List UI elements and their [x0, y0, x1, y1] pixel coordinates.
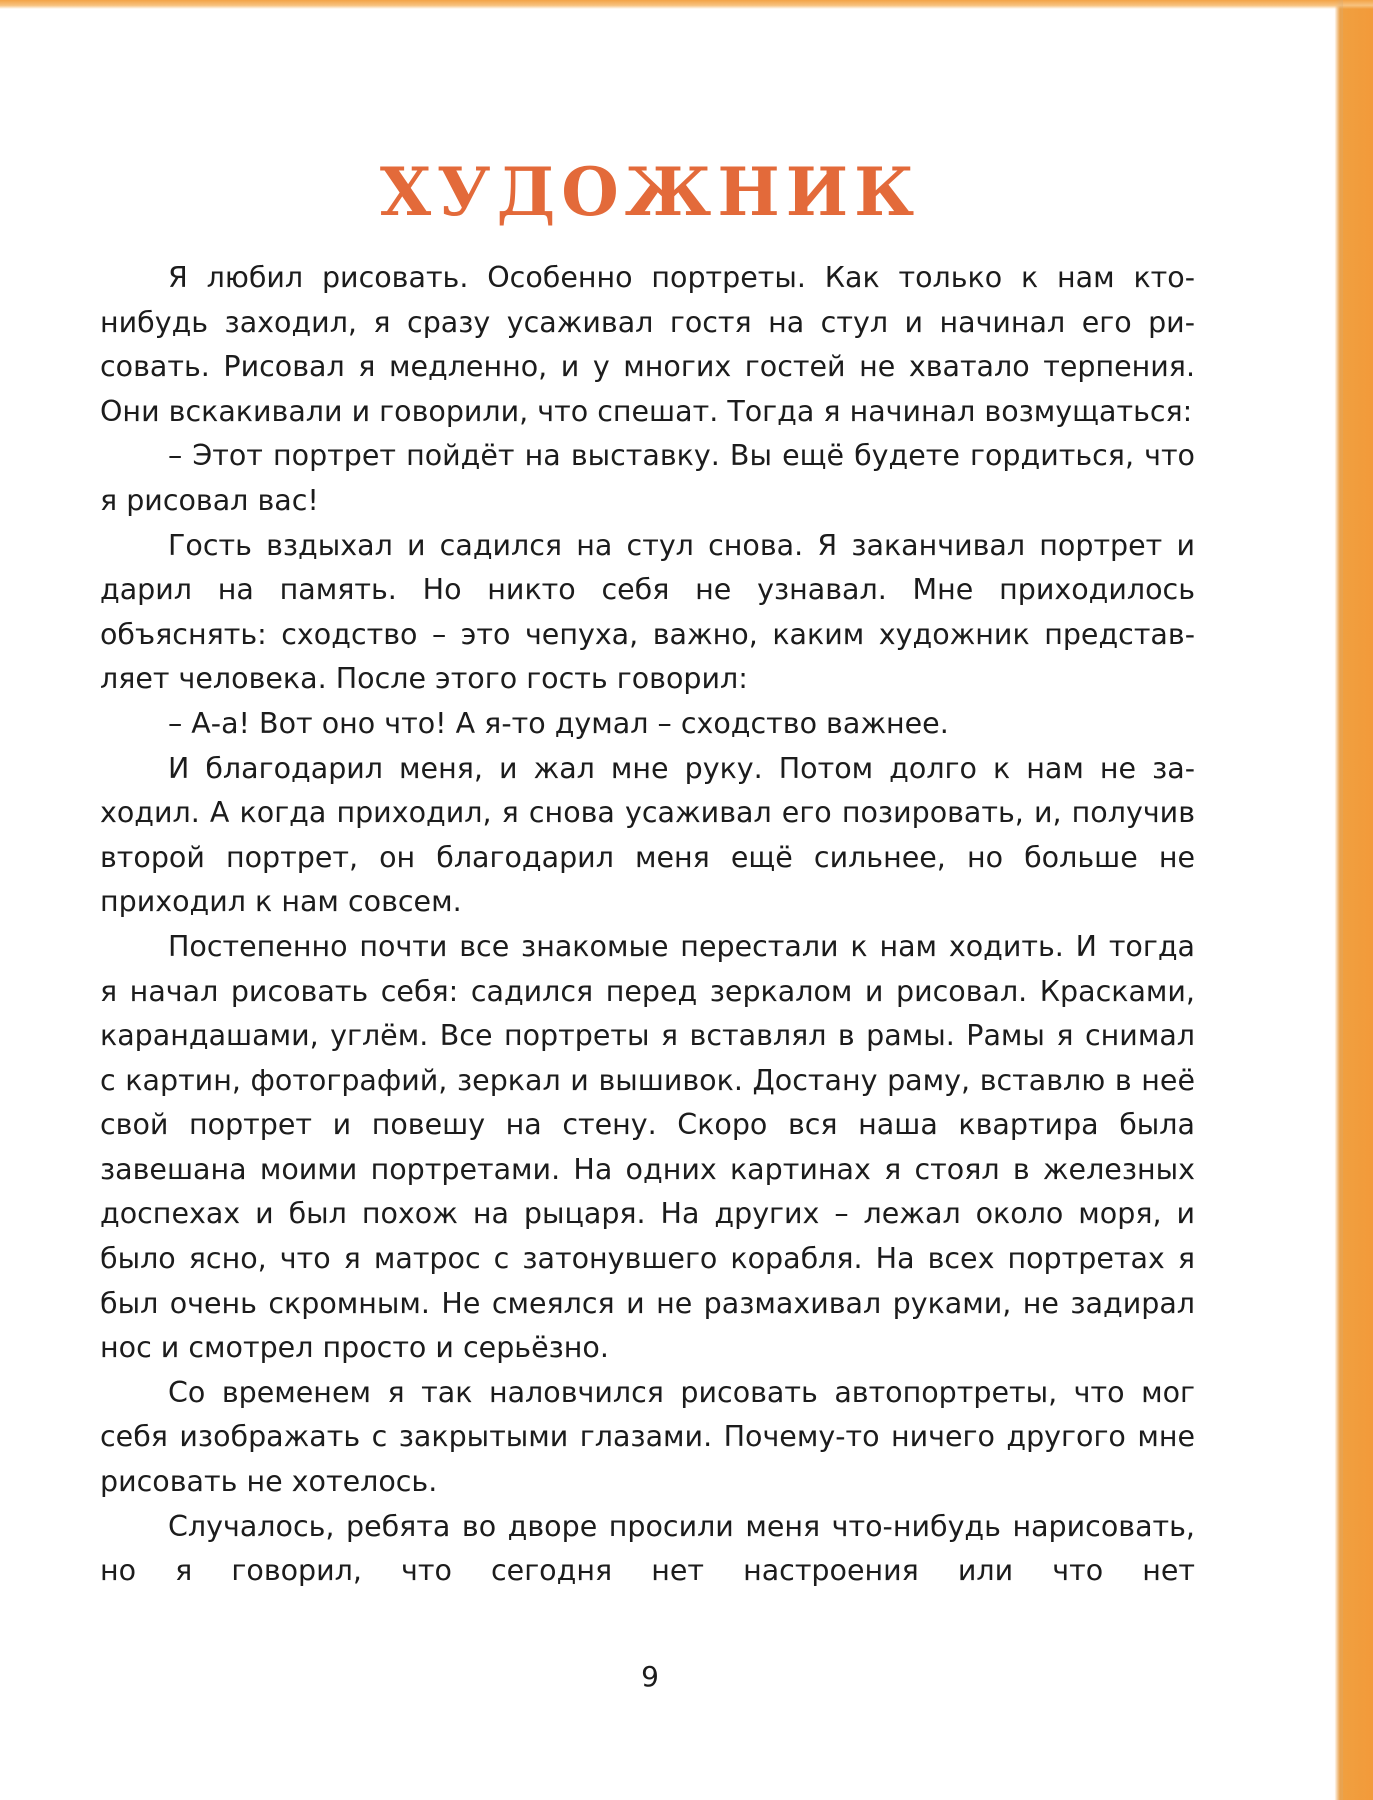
- paragraph-7: Со временем я так наловчился рисовать автопортреты, что мог себя изображать с закрытыми глазами. Почему-то ничего другого мне рисовать не хотелось.: [100, 1375, 1195, 1499]
- paragraph-6: Постепенно почти все знакомые перестали к нам ходить. И тогда я начал рисовать себя: садился перед зеркалом и рисовал. Красками, карандашами, углём. Все портреты я вставлял в рамы. Рамы я снимал с картин, фотографий, зеркал и вышивок. Достану раму, вставлю в неё свой портрет и повешу на стену. Скоро вся наша квартира была завешана моими портретами. На одних картинах я стоял в железных доспехах и был похож на рыцаря. На других – лежал около моря, и было ясно, что я матрос с затонувшего корабля. На всех портретах я был очень скромным. Не смеялся и не размахивал руками, не задирал нос и смотрел просто и серьёзно.: [100, 929, 1195, 1365]
- page-edge-shadow: [1335, 0, 1343, 1800]
- paragraph-3: Гость вздыхал и садился на стул снова. Я заканчивал портрет и дарил на память. Но никто себя не узнавал. Мне приходилось объяснять: сходство – это чепуха, важно, каким художник представляет человека. После этого гость говорил:: [100, 528, 1195, 696]
- top-orange-band: [0, 0, 1373, 9]
- paragraph-1: Я любил рисовать. Особенно портреты. Как только к нам кто-нибудь заходил, я сразу усаживал гостя на стул и начинал его рисовать. Рисовал я медленно, и у многих гостей не хватало терпения. Они вскакивали и говорили, что спешат. Тогда я начинал возмущаться:: [100, 261, 1195, 428]
- paragraph-2: – Этот портрет пойдёт на выставку. Вы ещё будете гордиться, что я рисовал вас!: [100, 439, 1195, 517]
- paragraph-8: Случалось, ребята во дворе просили меня что-нибудь нарисовать, но я говорил, что сегодня нет настроения или что нет: [100, 1509, 1195, 1588]
- page-number: 9: [641, 1660, 659, 1693]
- paragraph-4: – А-а! Вот оно что! А я-то думал – сходство важнее.: [168, 706, 949, 740]
- chapter-title: ХУДОЖНИК: [379, 153, 921, 231]
- paragraph-5: И благодарил меня, и жал мне руку. Потом долго к нам не заходил. А когда приходил, я снова усаживал его позировать, и, получив второй портрет, он благодарил меня ещё сильнее, но больше не приходил к нам совсем.: [100, 751, 1195, 919]
- story-text: [100, 256, 1195, 1594]
